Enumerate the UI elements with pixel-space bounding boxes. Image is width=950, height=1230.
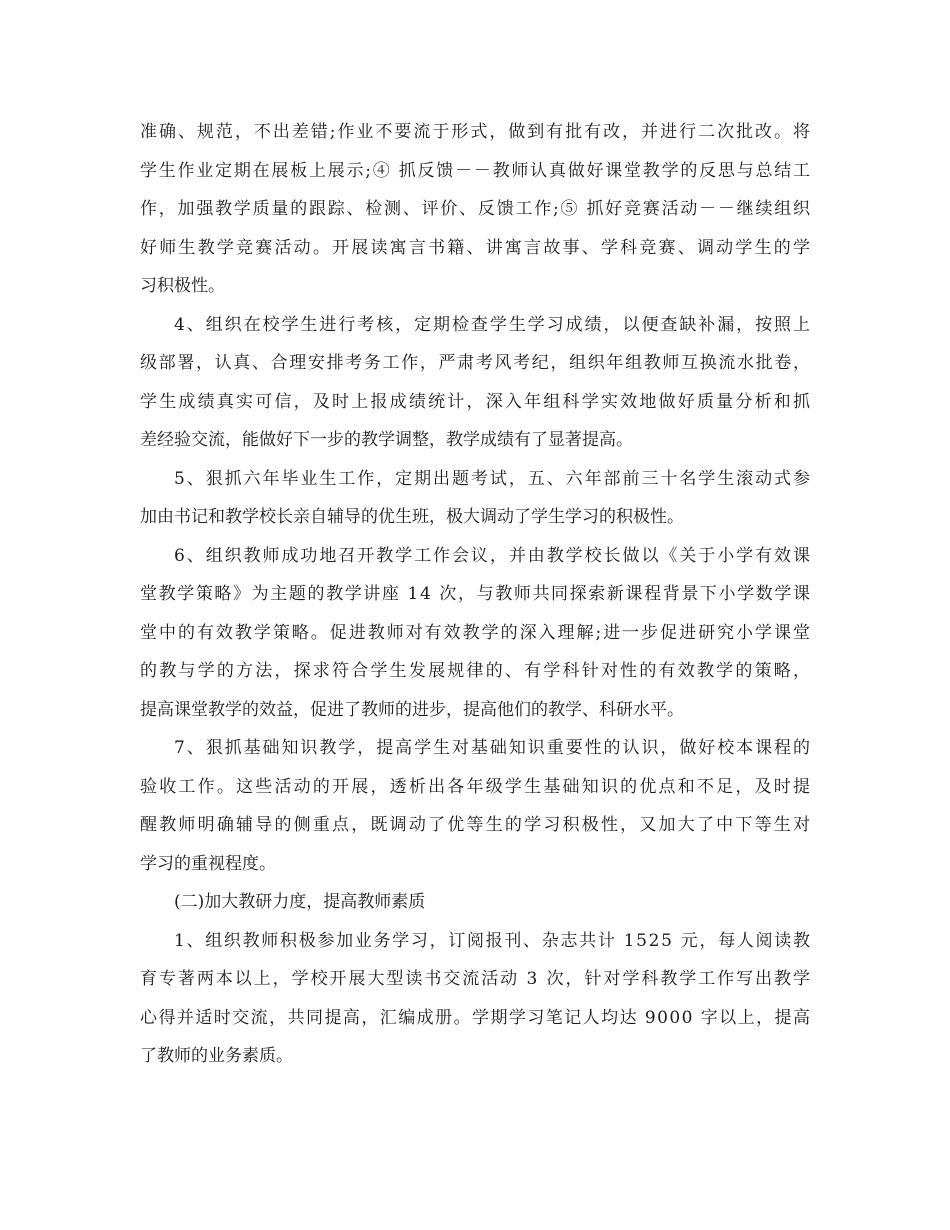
text-line: 加由书记和教学校长亲自辅导的优生班，极大调动了学生学习的积极性。 [140, 507, 684, 527]
text-line: 差经验交流，能做好下一步的教学调整，教学成绩有了显著提高。 [140, 430, 633, 450]
text-line: 心得并适时交流，共同提高，汇编成册。学期学习笔记人均达 9000 字以上，提高 [140, 1007, 812, 1028]
text-line: 堂中的有效教学策略。促进教师对有效教学的深入理解;进一步促进研究小学课堂 [140, 622, 812, 643]
text-line: 育专著两本以上，学校开展大型读书交流活动 3 次，针对学科教学工作写出教学 [140, 969, 812, 989]
text-line: 习积极性。 [140, 276, 225, 296]
text-line: 堂教学策略》为主题的教学讲座 14 次，与教师共同探索新课程背景下小学数学课 [140, 584, 812, 604]
text-line: 学生作业定期在展板上展示;④ 抓反馈－－教师认真做好课堂教学的反思与总结工 [140, 160, 812, 181]
text-line: 了教师的业务素质。 [140, 1046, 293, 1066]
text-line: 5、狠抓六年毕业生工作，定期出题考试，五、六年部前三十名学生滚动式参 [174, 468, 812, 489]
text-line: 作，加强教学质量的跟踪、检测、评价、反馈工作;⑤ 抓好竞赛活动－－继续组织 [140, 199, 812, 219]
text-line: 提高课堂教学的效益，促进了教师的进步，提高他们的教学、科研水平。 [140, 699, 684, 720]
text-line: (二)加大教研力度，提高教师素质 [174, 892, 426, 912]
text-line: 醒教师明确辅导的侧重点，既调动了优等生的学习积极性，又加大了中下等生对 [140, 815, 813, 835]
document-body [140, 113, 813, 1076]
text-line: 好师生教学竞赛活动。开展读寓言书籍、讲寓言故事、学科竞赛、调动学生的学 [140, 237, 813, 258]
text-line: 准确、规范，不出差错;作业不要流于形式，做到有批有改，并进行二次批改。将 [140, 122, 812, 142]
text-line: 验收工作。这些活动的开展，透析出各年级学生基础知识的优点和不足，及时提 [140, 776, 813, 797]
text-line: 1、组织教师积极参加业务学习，订阅报刊、杂志共计 1525 元，每人阅读教 [174, 930, 812, 951]
text-line: 7、狠抓基础知识教学，提高学生对基础知识重要性的认识，做好校本课程的 [174, 738, 812, 758]
text-line: 学生成绩真实可信，及时上报成绩统计，深入年组科学实效地做好质量分析和抓 [140, 391, 813, 412]
text-line: 的教与学的方法，探求符合学生发展规律的、有学科针对性的有效教学的策略， [140, 661, 813, 681]
text-line: 4、组织在校学生进行考核，定期检查学生学习成绩，以便查缺补漏，按照上 [174, 314, 812, 335]
text-line: 级部署，认真、合理安排考务工作，严肃考风考纪，组织年组教师互换流水批卷， [140, 353, 812, 373]
text-line: 6、组织教师成功地召开教学工作会议，并由教学校长做以《关于小学有效课 [174, 545, 812, 566]
text-line: 学习的重视程度。 [140, 853, 276, 874]
